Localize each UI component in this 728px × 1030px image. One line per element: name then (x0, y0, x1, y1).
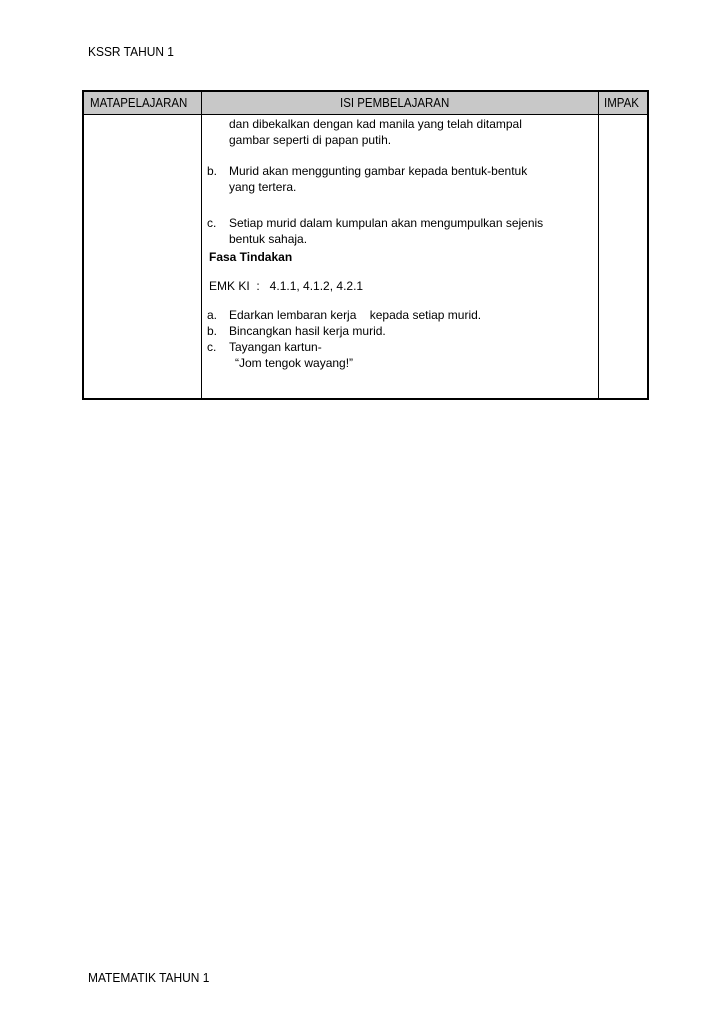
list-item (207, 339, 595, 355)
page-header: KSSR TAHUN 1 (88, 44, 174, 59)
section-title: Fasa Tindakan (209, 250, 293, 264)
header-impak: IMPAK (604, 96, 639, 110)
column-divider (598, 92, 599, 398)
column-divider (201, 92, 202, 398)
list-label: c. (207, 340, 217, 354)
list-label: a. (207, 308, 218, 322)
list-text: Murid akan menggunting gambar kepada bentuk-bentuk (229, 164, 528, 178)
list-label: c. (207, 216, 217, 230)
header-matapelajaran: MATAPELAJARAN (90, 96, 188, 110)
list-text: Setiap murid dalam kumpulan akan mengumpulkan sejenis (229, 216, 544, 230)
list-item (207, 215, 595, 247)
list-text: yang tertera. (229, 180, 297, 194)
isi-pembelajaran-cell (207, 116, 595, 371)
list-item (207, 163, 595, 195)
list-text: Bincangkan hasil kerja murid. (229, 324, 386, 338)
continuation-line: gambar seperti di papan putih. (229, 133, 392, 147)
header-isi-pembelajaran: ISI PEMBELAJARAN (340, 96, 450, 110)
list-text: Tayangan kartun- (229, 340, 322, 354)
table-header-row (84, 92, 647, 115)
list-item (207, 307, 595, 323)
list-label: b. (207, 164, 218, 178)
list-label: b. (207, 324, 218, 338)
quote-line: “Jom tengok wayang!” (235, 356, 354, 370)
list-text: bentuk sahaja. (229, 232, 308, 246)
lesson-table (82, 90, 649, 400)
list-text: Edarkan lembaran kerja kepada setiap murid. (229, 308, 482, 322)
continuation-line: dan dibekalkan dengan kad manila yang telah ditampal (229, 117, 522, 131)
page-footer: MATEMATIK TAHUN 1 (88, 970, 210, 985)
emk-line: EMK KI : 4.1.1, 4.1.2, 4.2.1 (209, 279, 364, 293)
list-item (207, 323, 595, 339)
